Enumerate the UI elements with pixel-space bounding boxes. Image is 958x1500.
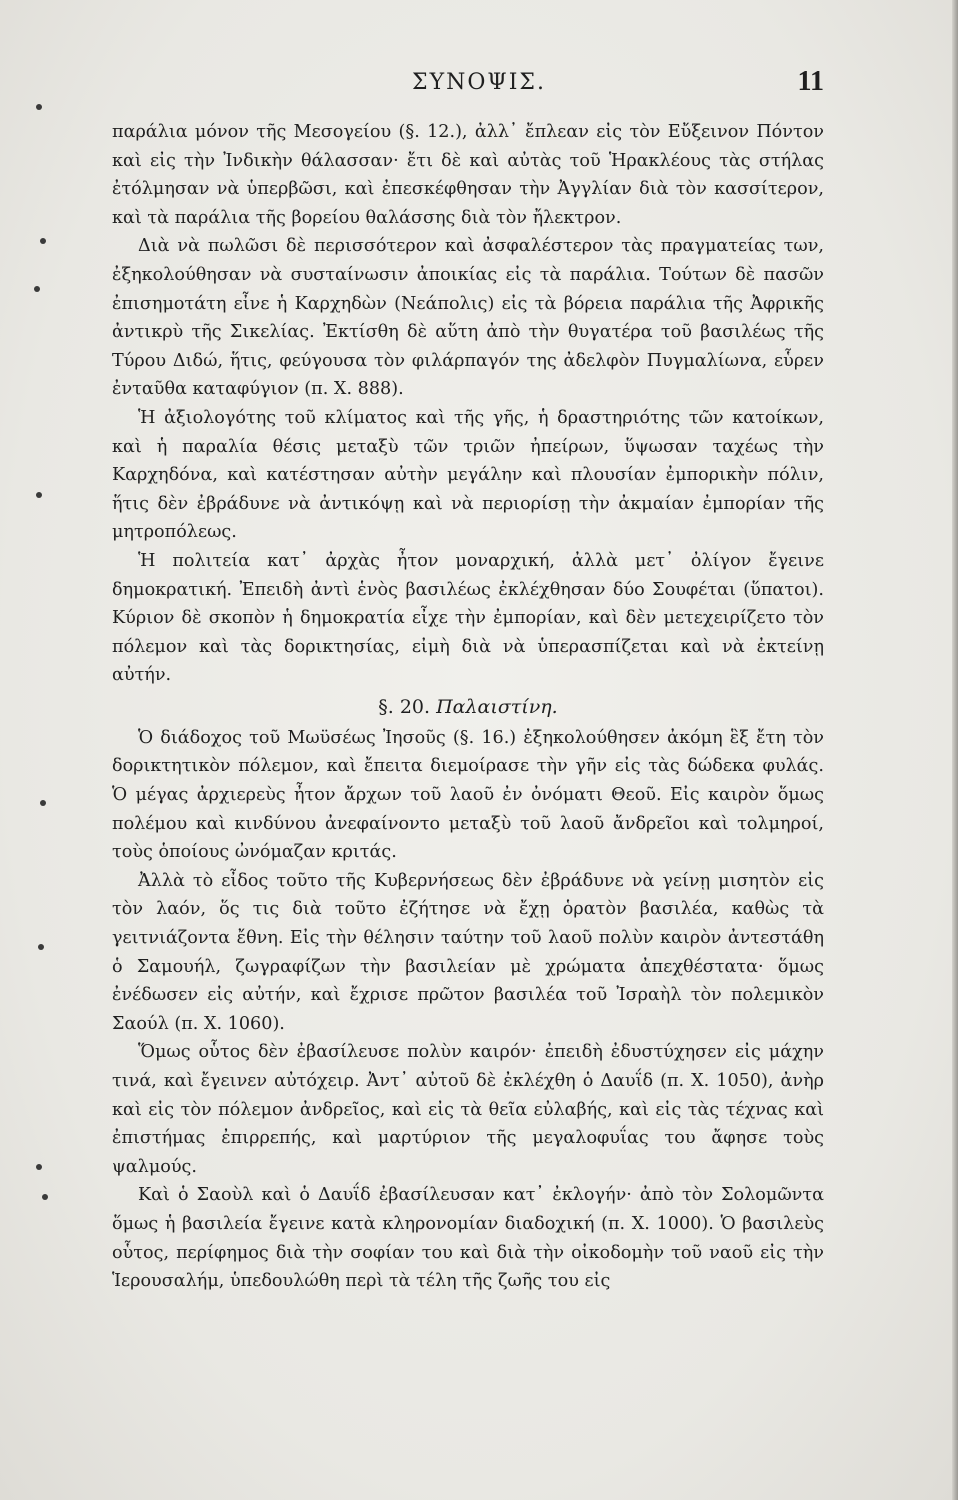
paragraph: Ἀλλὰ τὸ εἶδος τοῦτο τῆς Κυβερνήσεως δὲν ἐβράδυνε νὰ γείνῃ μισητὸν εἰς τὸν λαόν, ὅς τις διὰ τοῦτο ἐζήτησε νὰ ἔχῃ ὁρατὸν βασιλέα, καθὼς τὰ γειτνιάζοντα ἔθνη. Εἰς τὴν θέλησιν ταύτην τοῦ λαοῦ πολὺν καιρὸν ἀντεστάθη ὁ Σαμουήλ, ζωγραφίζων τὴν βασιλείαν μὲ χρώματα ἀπεχθέστατα· ὅμως ἐνέδωσεν εἰς αὐτήν, καὶ ἔχρισε πρῶτον βασιλέα τοῦ Ἰσραὴλ τὸν πολεμικὸν Σαούλ (π. Χ. 1060). <box>112 870 824 1034</box>
page-number: 11 <box>797 66 824 97</box>
page-gutter-shadow <box>952 0 958 1500</box>
section-number: §. 20. <box>378 695 431 718</box>
paragraph: Ἡ πολιτεία κατ᾽ ἀρχὰς ἦτον μοναρχική, ἀλλὰ μετ᾽ ὀλίγον ἔγεινε δημοκρατική. Ἐπειδὴ ἀντὶ ἑνὸς βασιλέως ἐκλέχθησαν δύο Σουφέται (ὕπατοι). Κύριον δὲ σκοπὸν ἡ δημοκρατία εἶχε τὴν ἐμπορίαν, καὶ δὲν μετεχειρίζετο τὸν πόλεμον καὶ τὰς δορικτησίας, εἰμὴ διὰ νὰ ὑπερασπίζεται καὶ νὰ ἐκτείνῃ αὐτήν. <box>112 550 824 686</box>
margin-dot <box>42 1194 48 1200</box>
paragraph: παράλια μόνον τῆς Μεσογείου (§. 12.), ἀλλ᾽ ἔπλεαν εἰς τὸν Εὔξεινον Πόντον καὶ εἰς τὴν Ἰνδικὴν θάλασσαν· ἔτι δὲ καὶ αὐτὰς τοῦ Ἡρακλέους τὰς στήλας ἐτόλμησαν νὰ ὑπερβῶσι, καὶ ἐπεσκέφθησαν τὴν Ἀγγλίαν διὰ τὸν κασσίτερον, καὶ τὰ παράλια τῆς βορείου θαλάσσης διὰ τὸν ἤλεκτρον. <box>112 122 824 228</box>
margin-dot <box>38 944 44 950</box>
page-header <box>0 66 958 106</box>
margin-dot <box>40 800 46 806</box>
paragraph: Ὁ διάδοχος τοῦ Μωϋσέως Ἰησοῦς (§. 16.) ἐξηκολούθησεν ἀκόμη ἓξ ἔτη τὸν δορικτητικὸν πόλεμον, καὶ ἔπειτα διεμοίρασε τὴν γῆν εἰς τὰς δώδεκα φυλάς. Ὁ μέγας ἀρχιερεὺς ἦτον ἄρχων τοῦ λαοῦ ἐν ὀνόματι Θεοῦ. Εἰς καιρὸν ὅμως πολέμου καὶ κινδύνου ἀνεφαίνοντο μεταξὺ τοῦ λαοῦ ἄνδρεῖοι καὶ τολμηροί, τοὺς ὁποίους ὠνόμαζαν κριτάς. <box>112 727 824 863</box>
running-title: ΣΥΝΟΨΙΣ. <box>412 70 546 95</box>
margin-dot <box>36 492 42 498</box>
margin-dot <box>36 1164 42 1170</box>
margin-dot <box>34 286 40 292</box>
paragraph: Διὰ νὰ πωλῶσι δὲ περισσότερον καὶ ἀσφαλέστερον τὰς πραγματείας των, ἐξηκολούθησαν νὰ συσταίνωσιν ἀποικίας εἰς τὰ παράλια. Τούτων δὲ πασῶν ἐπισημοτάτη εἶνε ἡ Καρχηδὼν (Νεάπολις) εἰς τὰ βόρεια παράλια τῆς Ἀφρικῆς ἀντικρὺ τῆς Σικελίας. Ἐκτίσθη δὲ αὕτη ἀπὸ τὴν θυγατέρα τοῦ βασιλέως τῆς Τύρου Διδώ, ἥτις, φεύγουσα τὸν φιλάρπαγόν της ἀδελφὸν Πυγμαλίωνα, εὗρεν ἐνταῦθα καταφύγιον (π. Χ. 888). <box>112 236 824 400</box>
section-heading <box>112 692 824 722</box>
body-text <box>112 118 824 1296</box>
section-name: Παλαιστίνη. <box>436 695 558 718</box>
paragraph: Ὅμως οὗτος δὲν ἐβασίλευσε πολὺν καιρόν· ἐπειδὴ ἐδυστύχησεν εἰς μάχην τινά, καὶ ἔγεινεν αὐτόχειρ. Ἀντ᾽ αὐτοῦ δὲ ἐκλέχθη ὁ Δαυΐδ (π. Χ. 1050), ἀνὴρ καὶ εἰς τὸν πόλεμον ἀνδρεῖος, καὶ εἰς τὰ θεῖα εὐλαβής, καὶ εἰς τὰς τέχνας καὶ ἐπιστήμας ἐπιρρεπής, καὶ μαρτύριον τῆς μεγαλοφυΐας του ἄφησε τοὺς ψαλμούς. <box>112 1042 824 1177</box>
paragraph: Ἡ ἀξιολογότης τοῦ κλίματος καὶ τῆς γῆς, ἡ δραστηριότης τῶν κατοίκων, καὶ ἡ παραλία θέσις μεταξὺ τῶν τριῶν ἠπείρων, ὕψωσαν ταχέως τὴν Καρχηδόνα, καὶ κατέστησαν αὐτὴν μεγάλην καὶ πλουσίαν ἐμπορικὴν πόλιν, ἥτις δὲν ἐβράδυνε νὰ ἀντικόψῃ καὶ νὰ περιορίσῃ τὴν ἀκμαίαν ἐμπορίαν τῆς μητροπόλεως. <box>112 407 824 543</box>
paragraph: Καὶ ὁ Σαοὺλ καὶ ὁ Δαυΐδ ἐβασίλευσαν κατ᾽ ἐκλογήν· ἀπὸ τὸν Σολομῶντα ὅμως ἡ βασιλεία ἔγεινε κατὰ κληρονομίαν διαδοχική (π. Χ. 1000). Ὁ βασιλεὺς οὗτος, περίφημος διὰ τὴν σοφίαν του καὶ διὰ τὴν οἰκοδομὴν τοῦ ναοῦ εἰς τὴν Ἱερουσαλήμ, ὑπεδουλώθη περὶ τὰ τέλη τῆς ζωῆς του εἰς <box>112 1185 824 1292</box>
margin-dot <box>40 238 46 244</box>
